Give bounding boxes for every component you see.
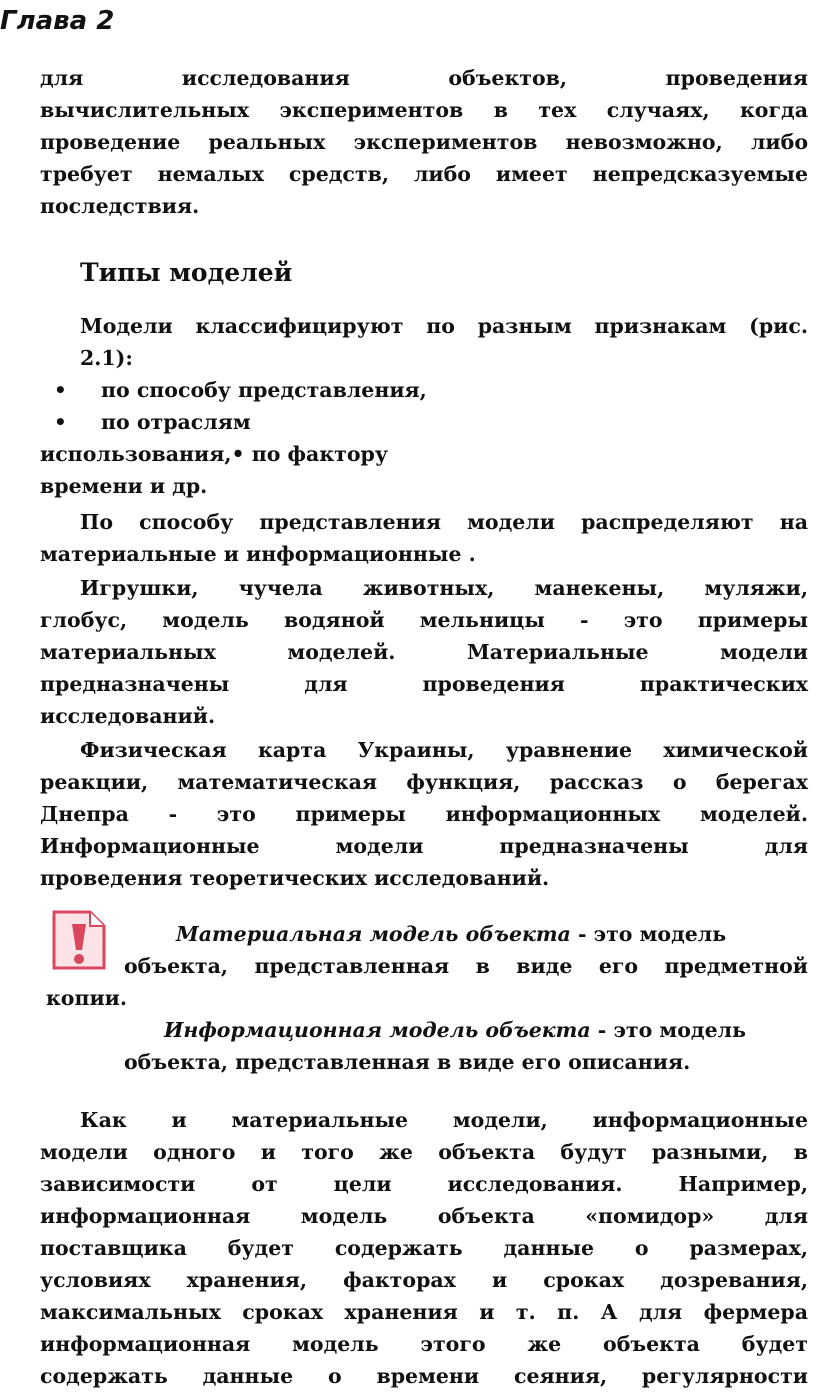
paragraph-line: Днепра - это примеры информационных моделей. (40, 802, 808, 826)
paragraph-line: содержать данные о времени сеяния, регулярности (40, 1364, 808, 1388)
paragraph-line: реакции, математическая функция, рассказ о берегах (40, 770, 808, 794)
chapter-heading: Глава 2 (0, 6, 115, 36)
classify-line: Модели классифицируют по разным признакам (рис. (80, 314, 808, 338)
paragraph-line: зависимости от цели исследования. Например, (40, 1172, 808, 1196)
paragraph-line: Как и материальные модели, информационные (80, 1108, 808, 1132)
paragraph-line: материальные и информационные . (40, 542, 476, 566)
paragraph-line: глобус, модель водяной мельницы - это примеры (40, 608, 808, 632)
intro-line: вычислительных экспериментов в тех случаях, когда (40, 98, 808, 122)
definition-line (164, 1014, 746, 1046)
definition-text: - это модель (570, 922, 727, 946)
paragraph-line: Информационные модели предназначены для (40, 834, 808, 858)
bullet-marker: • (54, 410, 67, 434)
paragraph-line: максимальных сроках хранения и т. п. А для фермера (40, 1300, 808, 1324)
definition-term: Информационная модель объекта (164, 1018, 591, 1042)
paragraph-line: Игрушки, чучела животных, манекены, муляжи, (80, 576, 808, 600)
classify-line: 2.1): (80, 346, 133, 370)
definition-line (176, 918, 726, 950)
paragraph-line: исследований. (40, 704, 216, 728)
definition-text: - это модель (590, 1018, 746, 1042)
paragraph-line: модели одного и того же объекта будут разными, в (40, 1140, 808, 1164)
paragraph-line: поставщика будет содержать данные о размерах, (40, 1236, 808, 1260)
definition-line: копии. (46, 986, 128, 1010)
section-title: Типы моделей (80, 258, 293, 287)
intro-line: требует немалых средств, либо имеет непредсказуемые (40, 162, 808, 186)
exclamation-note-icon (50, 908, 108, 972)
paragraph-line: условиях хранения, факторах и сроках дозревания, (40, 1268, 808, 1292)
bullet-marker: • (54, 378, 67, 402)
paragraph-line: проведения теоретических исследований. (40, 866, 550, 890)
intro-line: проведение реальных экспериментов невозможно, либо (40, 130, 808, 154)
paragraph-line: информационная модель этого же объекта будет (40, 1332, 808, 1356)
bullet-item: времени и др. (40, 474, 208, 498)
paragraph-line: информационная модель объекта «помидор» для (40, 1204, 808, 1228)
intro-line: для исследования объектов, проведения (40, 66, 808, 90)
definition-line: объекта, представленная в виде его описания. (124, 1050, 691, 1074)
definition-line: объекта, представленная в виде его предметной (124, 954, 808, 978)
bullet-item: по способу представления, (101, 378, 427, 402)
intro-line: последствия. (40, 194, 200, 218)
paragraph-line: По способу представления модели распределяют на (80, 510, 808, 534)
paragraph-line: предназначены для проведения практических (40, 672, 808, 696)
bullet-item: по отраслям (101, 410, 251, 434)
definition-term: Материальная модель объекта (176, 922, 571, 946)
bullet-item: использования,• по фактору (40, 442, 388, 466)
paragraph-line: Физическая карта Украины, уравнение химической (80, 738, 808, 762)
paragraph-line: материальных моделей. Материальные модели (40, 640, 808, 664)
